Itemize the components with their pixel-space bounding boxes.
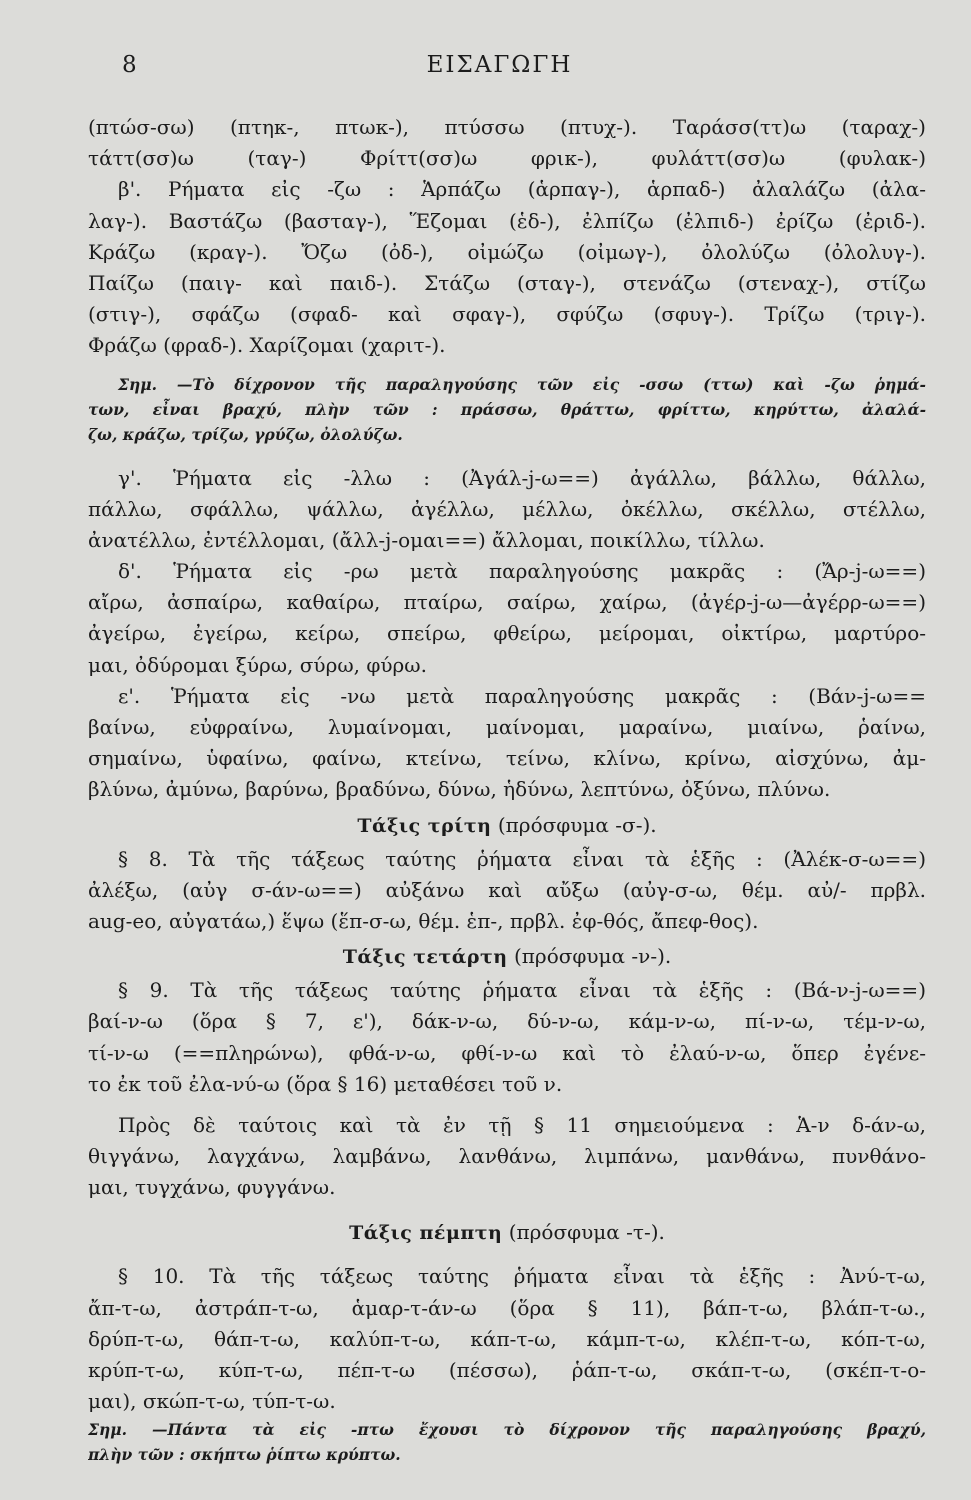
text-line: ἀνατέλλω, ἐντέλλομαι, (ἄλλ-j-ομαι==) ἄλλομαι, ποικίλλω, τίλλω. [88, 527, 765, 552]
text-line: το ἐκ τοῦ ἐλα-νύ-ω (ὅρα § 16) μεταθέσει τοῦ ν. [88, 1071, 563, 1096]
note-line: Σημ. —Τὸ δίχρονον τῆς παραληγούσης τῶν εἰς -σσω (ττω) καὶ -ζω ῥημά- [118, 374, 926, 394]
text-line: τάττ(σσ)ω (ταγ-) Φρίττ(σσ)ω φρικ-), φυλάττ(σσ)ω (φυλακ-) [88, 146, 926, 171]
spacer [88, 362, 926, 372]
spacer [88, 447, 926, 463]
text-line: § 9. Τὰ τῆς τάξεως ταύτης ῥήματα εἶναι τὰ ἑξῆς : (Βά-ν-j-ω==) [118, 978, 926, 1003]
text-line: (πτώσ-σω) (πτηκ-, πτωκ-), πτύσσω (πτυχ-). Ταράσσ(ττ)ω (ταραχ-) [88, 115, 926, 139]
page-header [88, 52, 911, 92]
text-line: aug-eo, αὐγατάω,) ἕψω (ἕπ-σ-ω, θέμ. ἑπ-, πρβλ. ἐφ-θός, ἄπεφ-θος). [88, 908, 759, 933]
text-line: ἀλέξω, (αὐγ σ-άν-ω==) αὐξάνω καὶ αὔξω (αὐγ-σ-ω, θέμ. αὐ/- πρβλ. [88, 877, 926, 902]
section-heading-subtitle: (πρόσφυμα -τ-). [502, 1220, 665, 1245]
text-line: δ'. Ῥήματα εἰς -ρω μετὰ παραληγούσης μακρᾶς : (Ἄρ-j-ω==) [118, 559, 926, 584]
text-line: β'. Ρήματα εἰς -ζω : Ἁρπάζω (ἁρπαγ-), ἁρπαδ-) ἀλαλάζω (ἀλα- [118, 177, 926, 202]
text-line: (στιγ-), σφάζω (σφαδ- καὶ σφαγ-), σφύζω (σφυγ-). Τρίζω (τριγ-). [88, 302, 926, 327]
text-line: δρύπ-τ-ω, θάπ-τ-ω, καλύπ-τ-ω, κάπ-τ-ω, κάμπ-τ-ω, κλέπ-τ-ω, κόπ-τ-ω, [88, 1326, 926, 1351]
text-line: πάλλω, σφάλλω, ψάλλω, ἀγέλλω, μέλλω, ὀκέλλω, σκέλλω, στέλλω, [88, 496, 926, 521]
section-heading-subtitle: (πρόσφυμα -ν-). [507, 944, 672, 969]
section-heading [88, 1213, 926, 1251]
text-line: κρύπ-τ-ω, κύπ-τ-ω, πέπ-τ-ω (πέσσω), ῥάπ-τ-ω, σκάπ-τ-ω, (σκέπ-τ-ο- [88, 1358, 926, 1382]
section-heading-title: Τάξις τρίτη [357, 814, 492, 837]
text-line: θιγγάνω, λαγχάνω, λαμβάνω, λανθάνω, λιμπάνω, μανθάνω, πυνθάνο- [88, 1144, 926, 1169]
spacer [88, 1251, 926, 1261]
text-line: Κράζω (κραγ-). Ὄζω (ὀδ-), οἰμώζω (οἰμωγ-), ὀλολύζω (ὀλολυγ-). [88, 239, 926, 264]
text-line: σημαίνω, ὑφαίνω, φαίνω, κτείνω, τείνω, κλίνω, κρίνω, αἰσχύνω, ἀμ- [88, 746, 926, 771]
note-line: πλὴν τῶν : σκήπτω ῥίπτω κρύπτω. [88, 1445, 401, 1465]
spacer [88, 1203, 926, 1213]
text-line: μαι, τυγχάνω, φυγγάνω. [88, 1175, 336, 1200]
page-number: 8 [122, 52, 138, 78]
note-line: ζω, κράζω, τρίζω, γρύζω, ὀλολύζω. [88, 424, 403, 444]
body-text [88, 112, 926, 1467]
text-line: ἄπ-τ-ω, ἀστράπ-τ-ω, ἁμαρ-τ-άν-ω (ὅρα § 11), βάπ-τ-ω, βλάπ-τ-ω., [88, 1295, 926, 1320]
text-line: Πρὸς δὲ ταύτοις καὶ τὰ ἐν τῇ § 11 σημειούμενα : Ἁ-ν δ-άν-ω, [118, 1112, 926, 1137]
section-heading-subtitle: (πρόσφυμα -σ-). [491, 812, 657, 837]
text-line: λαγ-). Βαστάζω (βασταγ-), Ἕζομαι (ἑδ-), ἐλπίζω (ἐλπιδ-) ἐρίζω (ἐριδ-). [88, 208, 926, 233]
text-line: γ'. Ῥήματα εἰς -λλω : (Ἀγάλ-j-ω==) ἀγάλλω, βάλλω, θάλλω, [118, 465, 926, 490]
text-line: μαι), σκώπ-τ-ω, τύπ-τ-ω. [88, 1389, 336, 1414]
text-line: § 8. Τὰ τῆς τάξεως ταύτης ῥήματα εἶναι τὰ ἑξῆς : (Ἀλέκ-σ-ω==) [118, 846, 926, 871]
section-heading [88, 806, 926, 844]
text-line: § 10. Τὰ τῆς τάξεως ταύτης ῥήματα εἶναι τὰ ἑξῆς : Ἀνύ-τ-ω, [118, 1264, 926, 1289]
text-line: τί-ν-ω (==πληρώνω), φθά-ν-ω, φθί-ν-ω καὶ τὸ ἐλαύ-ν-ω, ὅπερ ἐγένε- [88, 1040, 926, 1065]
section-heading [88, 937, 926, 975]
note-line: Σημ. —Πάντα τὰ εἰς -πτω ἔχουσι τὸ δίχρονον τῆς παραληγούσης βραχύ, [88, 1420, 926, 1440]
text-line: ἀγείρω, ἐγείρω, κείρω, σπείρω, φθείρω, μείρομαι, οἰκτίρω, μαρτύρο- [88, 621, 926, 646]
text-line: βλύνω, ἀμύνω, βαρύνω, βραδύνω, δύνω, ἡδύνω, λεπτύνω, ὀξύνω, πλύνω. [88, 777, 831, 802]
note-line: των, εἶναι βραχύ, πλὴν τῶν : πράσσω, θράττω, φρίττω, κηρύττω, ἀλαλά- [88, 399, 926, 419]
text-line: βαί-ν-ω (ὅρα § 7, ε'), δάκ-ν-ω, δύ-ν-ω, κάμ-ν-ω, πί-ν-ω, τέμ-ν-ω, [88, 1009, 926, 1034]
section-heading-title: Τάξις πέμπτη [349, 1222, 503, 1245]
text-line: Παίζω (παιγ- καὶ παιδ-). Στάζω (σταγ-), στενάζω (στεναχ-), στίζω [88, 270, 926, 295]
text-line: Φράζω (φραδ-). Χαρίζομαι (χαριτ-). [88, 333, 446, 358]
spacer [88, 1100, 926, 1110]
text-line: βαίνω, εὐφραίνω, λυμαίνομαι, μαίνομαι, μαραίνω, μιαίνω, ῥαίνω, [88, 715, 926, 739]
text-line: ε'. Ῥήματα εἰς -νω μετὰ παραληγούσης μακρᾶς : (Βάν-j-ω== [118, 683, 926, 708]
text-line: αἴρω, ἀσπαίρω, καθαίρω, πταίρω, σαίρω, χαίρω, (ἀγέρ-j-ω—ἀγέρρ-ω==) [88, 590, 926, 615]
running-head: ΕΙΣΑΓΩΓΗ [426, 52, 573, 78]
text-line: μαι, ὀδύρομαι ξύρω, σύρω, φύρω. [88, 652, 427, 677]
section-heading-title: Τάξις τετάρτη [342, 946, 508, 969]
